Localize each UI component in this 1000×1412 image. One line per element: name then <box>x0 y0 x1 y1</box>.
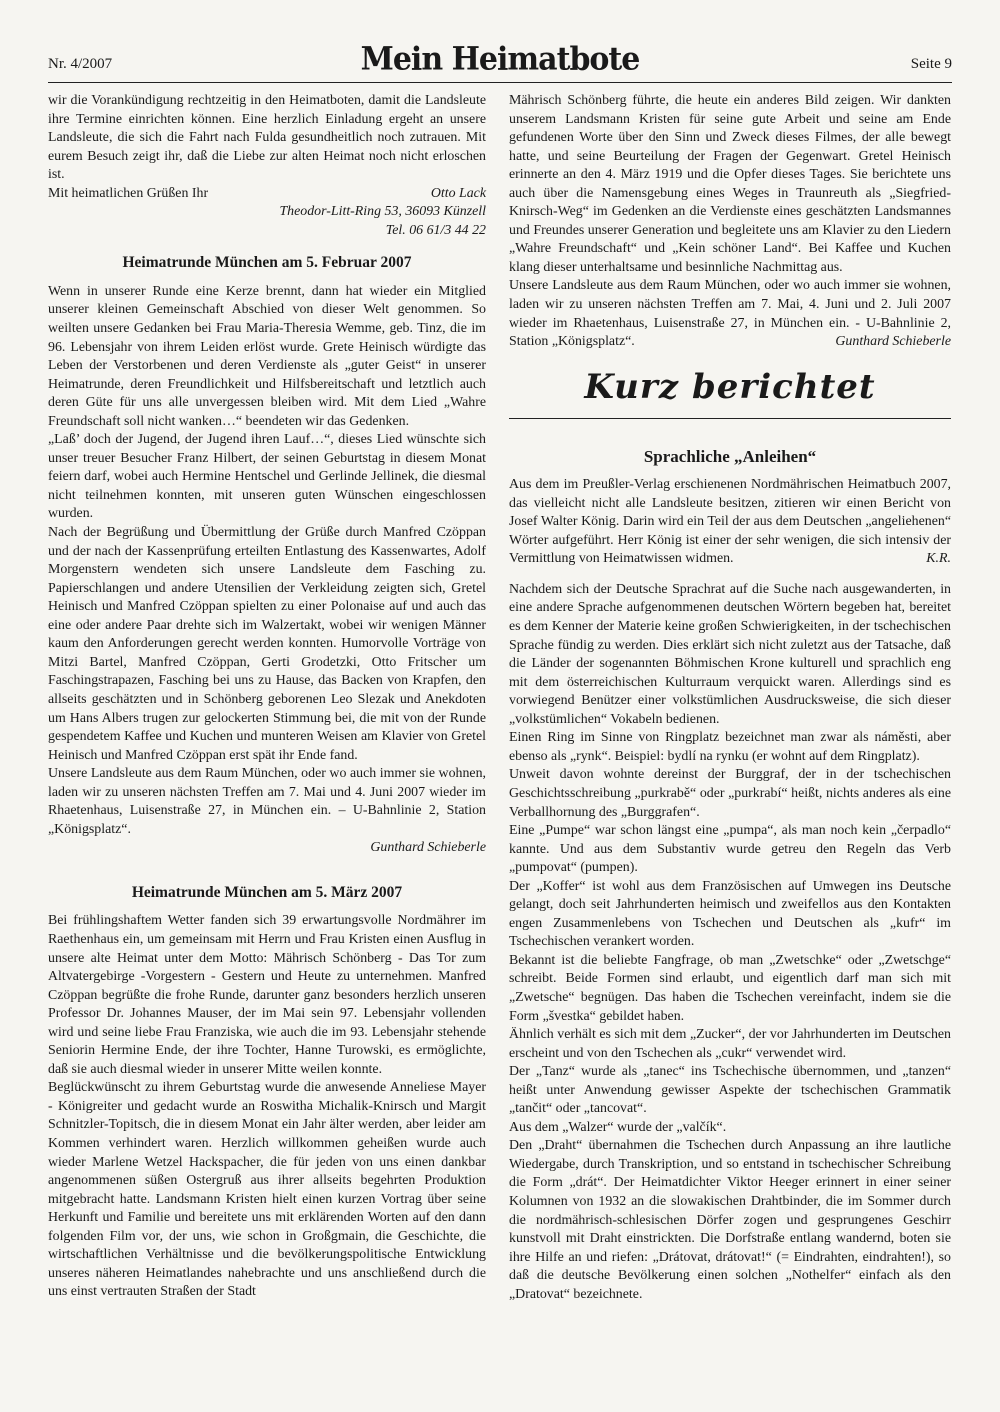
paragraph: Den „Draht“ übernahmen die Tschechen durch Anpassung an ihre lautliche Wiedergabe, durch Transkription, und so entstand in tschechischer Schreibung die Form „drát“. Der Heimatdichter Viktor Heeger erinnert in einer seiner Kolumnen von 1932 an die slowakischen Drahtbinder, die im Sommer durch die nordmährisch-schlesischen Dörfer zogen und gesprungenes Geschirr kunstvoll mit Draht einstrickten. Die Dorfstraße entlang wandernd, boten sie ihre Hilfe an und riefen: „Drátovat, drátovat!“ (= Eindrahten, eindrahten!), so daß die deutsche Bevölkerung einen solchen „Nothelfer“ einfach als den „Dratovat“ bezeichnete. <box>509 1138 951 1302</box>
right-column <box>509 92 951 1304</box>
section-title-february: Heimatrunde München am 5. Februar 2007 <box>122 254 412 272</box>
signer-name: Otto Lack <box>430 185 486 201</box>
signer-address: Theodor-Litt-Ring 53, 36093 Künzell <box>279 204 486 220</box>
paragraph-last <box>509 277 951 351</box>
paragraph: Unsere Landsleute aus dem Raum München, oder wo auch immer sie wohnen, laden wir zu unseren nächsten Treffen am 7. Mai und 4. Juni 2007 wieder im Rhaetenhaus, Luisenstraße 27, in München ein. – U-Bahnlinie 2, Station „Königsplatz“. <box>48 766 486 837</box>
issue-number: Nr. 4/2007 <box>48 56 113 72</box>
paragraph: Nach der Begrüßung und Übermittlung der Grüße durch Manfred Czöppan und der nach der Kassenprüfung erteilten Entlastung des Kassenwartes, Adolf Morgenstern wendeten sich unsere Landsleute dem Fasching zu. Papierschlangen und andere Utensilien der Verkleidung zeigten sich, Gretel Heinisch und Manfred Czöppan spielten zu einer Polonaise auf und auch das eine oder andere Paar drehte sich im Walzertakt, wobei wir wenigen Männer kaum den Anforderungen gerecht werden konnten. Humorvolle Vorträge von Mitzi Bartel, Manfred Czöppan, Gerti Grodetzki, Otto Fritscher um Faschingstrapazen, Fasching bei uns zu Hause, das Backen von Krapfen, den allseits geschätzten und in Schönberg geborenen Leo Slezak und Anekdoten um Hans Albers trugen zur gelockerten Stimmung bei, die mit von der Runde gespendetem Kaffee und Kuchen und munteren Weisen am Klavier von Gretel Heinisch und Manfred Czöppan erst spät ihr Ende fand. <box>48 525 486 763</box>
author-signature: Gunthard Schieberle <box>835 334 951 350</box>
section-title-anleihen: Sprachliche „Anleihen“ <box>643 446 817 466</box>
page-header <box>48 41 952 84</box>
paragraph: Der „Tanz“ wurde als „tanec“ ins Tschechische übernommen, und „tanzen“ heißt unter Anwendung gewisser Aspekte der tschechischen Grammatik „tančit“ oder „tancovat“. <box>509 1064 951 1117</box>
paragraph: Einen Ring im Sinne von Ringplatz bezeichnet man zwar als náměsti, aber ebenso als „rynk“. Beispiel: bydlí na rynku (er wohnt auf dem Ringplatz). <box>509 730 951 764</box>
kurz-berichtet-rule <box>509 418 951 419</box>
paragraph: Ähnlich verhält es sich mit dem „Zucker“, der vor Jahrhunderten im Deutschen erscheint und von den Tschechen als „cukr“ verwendet wird. <box>509 1027 951 1061</box>
paragraph: Aus dem „Walzer“ wurde der „valčík“. <box>509 1119 727 1135</box>
greeting-line <box>48 185 486 204</box>
kurz-berichtet-banner <box>509 366 951 440</box>
paragraph: „Laß’ doch der Jugend, der Jugend ihren Lauf…“, dieses Lied wünschte sich unser treuer Besucher Franz Hilbert, der seinen Geburtstag in diesem Monat feiern darf, wobei auch Hermine Hentschel und Gerlinde Jellinek, die diesmal nicht teilnehmen konnten, mit unseren guten Wünschen eingeschlossen wurden. <box>48 432 486 522</box>
signer-phone: Tel. 06 61/3 44 22 <box>385 222 486 238</box>
masthead-title: Mein Heimatbote <box>360 41 640 78</box>
page-number: Seite 9 <box>910 56 952 72</box>
intro-paragraph: wir die Vorankündigung rechtzeitig in den Heimatboten, damit die Landsleute ihre Termine einrichten können. Eine herzlich Einladung ergeht an unsere Landsleute, die sich die Fahrt nach Fulda gesundheitlich noch zutrauen. Mit eurem Besuch zeigt ihr, daß die Liebe zur alten Heimat noch nicht erloschen ist. <box>48 93 486 183</box>
left-column <box>48 92 486 1302</box>
paragraph: Bekannt ist die beliebte Fangfrage, ob man „Zwetschke“ oder „Zwetschge“ schreibt. Beide Formen sind erlaubt, und eigentlich darf man sich mit „Zwetsche“ begnügen. Das haben die Tschechen vereinfacht, indem sie die Form „švestka“ gebildet haben. <box>509 952 951 1024</box>
kurz-berichtet-title: Kurz berichtet <box>584 366 876 407</box>
paragraph: Eine „Pumpe“ war schon längst eine „pumpa“, als man noch kein „čerpadlo“ kannte. Und aus dem Substantiv wurde getreu den Regeln das Verb „pumpovat“ (pumpen). <box>509 823 951 876</box>
header-rule <box>48 82 952 83</box>
author-signature: Gunthard Schieberle <box>370 840 486 856</box>
closing-invitation: Unsere Landsleute aus dem Raum München, oder wo auch immer sie wohnen, laden wir zu unseren nächsten Treffen am 7. Mai, 4. Juni und 2. Juli 2007 wieder im Rhaetenhaus, Luisenstraße 27, in München ein. - U-Bahnlinie 2, Station „Königsplatz“. <box>509 278 951 350</box>
greeting: Mit heimatlichen Grüßen Ihr <box>48 185 209 201</box>
paragraph: Unweit davon wohnte dereinst der Burggraf, der in der tschechischen Geschichtsschreibung „purkrabě“ oder „purkrabí“ heißt, nichts anderes als eine Verballhornung des „Burggrafen“. <box>509 767 951 820</box>
paragraph: Mährisch Schönberg führte, die heute ein anderes Bild zeigen. Wir dankten unserem Landsmann Kristen für seine gute Arbeit und seine am Ende gefundenen Worte über den Sinn und Zweck dieses Filmes, der alle bewegt hatte, und seine Beurteilung der Fragen der Gegenwart. Gretel Heinisch erinnerte an den 4. März 1919 und die Opfer dieses Tages. Sie berichtete uns auch über die Namensgebung eines Weges in Traunreuth als „Siegfried-Knirsch-Weg“ im Gedenken an die Verdienste eines geschätzten Landsmannes und Freundes unserer Generation und begleitete uns am Klavier zu den Liedern „Wahre Freundschaft“ und „Kein schöner Land“. Bei Kaffee und Kuchen klang dieser unterhaltsame und besinnliche Nachmittag aus. <box>509 93 951 275</box>
author-initials: K.R. <box>926 551 951 567</box>
paragraph: Bei frühlingshaftem Wetter fanden sich 39 erwartungsvolle Nordmährer im Raethenhaus ein, um gemeinsam mit Herrn und Frau Kristen einen Ausflug in unsere alte Heimat unter dem Motto: Mährisch Schönberg - Das Tor zum Altvatergebirge -Vorgestern - Gestern und Heute zu unternehmen. Manfred Czöppan begrüßte die frohe Runde, darunter ganz besonders herzlich unseren Professor Dr. Johannes Mauser, der im Mai sein 97. Lebensjahr vollenden wird und seine liebe Frau Franziska, wie auch die im 93. Lebensjahr stehende Seniorin Hermine Ende, der ihre Tochter, Hanne Turowski, es ermöglichte, daß sie auch diesmal wieder in unserer Mitte weilen konnte. <box>48 913 486 1077</box>
paragraph: Beglückwünscht zu ihrem Geburtstag wurde die anwesende Anneliese Mayer - Königreiter und gedacht wurde an Roswitha Michalik-Knirsch und Margit Schnitzler-Topitsch, die in diesem Monat ein Jahr älter werden, aber leider am Kommen verhindert waren. Herzlich willkommen geheißen wurde auch wieder Marlene Wetzel Hackspacher, die für jeden von uns einen dankbar angenommenen süßen Ostergruß aus ihrer allseits begehrten Produktion mitgebracht hatte. Landsmann Kristen hielt einen kurzen Vortrag über seine Herkunft und Familie und bereitete uns mit erklärenden Worten auf den dann folgenden Film vor, der uns, wie schon in Großgmain, die Geschichte, die wirtschaftlichen Verhältnisse und die bevölkerungspolitische Entwicklung unseres näheren Heimatlandes nahebrachte und uns anschließend durch die uns einst vertrauten Straßen der Stadt <box>48 1080 486 1300</box>
section-title-march: Heimatrunde München am 5. März 2007 <box>131 883 403 901</box>
anleihen-intro: Aus dem im Preußler-Verlag erschienenen Nordmährischen Heimatbuch 2007, das vielleicht nicht alle Landsleute besitzen, zitieren wir einen Bericht von Josef Walter König. Darin wird ein Teil der aus dem Deutschen „angeliehenen“ Wörter aufgeführt. Herr König ist einer der sehr wenigen, die sich intensiv der Vermittlung von Heimatwissen widmen. <box>509 477 951 567</box>
paragraph: Nachdem sich der Deutsche Sprachrat auf die Suche nach ausgewanderten, in eine andere Sprache aufgenommenen deutschen Wörtern begeben hat, bereitet es dem Kenner der Materie keine großen Schwierigkeiten, in der tschechischen Sprache fündig zu werden. Dies erklärt sich nicht zuletzt aus der Tatsache, daß die Länder der sogenannten Böhmischen Krone kulturell und sprachlich eng mit dem österreichischen Kulturraum verquickt waren. Allerdings sind es vorwiegend Benützer einer volkstümlichen Ausdrucksweise, die sich dieser „volkstümlichen“ Vokabeln bedienen. <box>509 581 951 727</box>
intro-paragraph <box>509 476 951 569</box>
paragraph: Wenn in unserer Runde eine Kerze brennt, dann hat wieder ein Mitglied unserer kleinen Gemeinschaft Abschied von dieser Welt genommen. So weilten unsere Gedanken bei Frau Maria-Theresia Wemme, geb. Tinz, die im 96. Lebensjahr von ihrem Leiden erlöst wurde. Grete Heinisch würdigte das Leben der Verstorbenen und deren Verdienste als „guter Geist“ in unserer Heimatrunde, deren Freundlichkeit und Hilfsbereitschaft und letztlich auch deren Güte für uns alle unvergessen bleiben wird. Mit dem Lied „Wahre Freundschaft soll nicht wanken…“ beendeten wir das Gedenken. <box>48 283 486 429</box>
paragraph: Der „Koffer“ ist wohl aus dem Französischen auf Umwegen ins Deutsche gelangt, doch seit Jahrhunderten heimisch und zweifellos aus den Kontakten engen Zusammenlebens von Tschechen und Deutschen als „kufr“ im Tschechischen verankert worden. <box>509 878 951 950</box>
